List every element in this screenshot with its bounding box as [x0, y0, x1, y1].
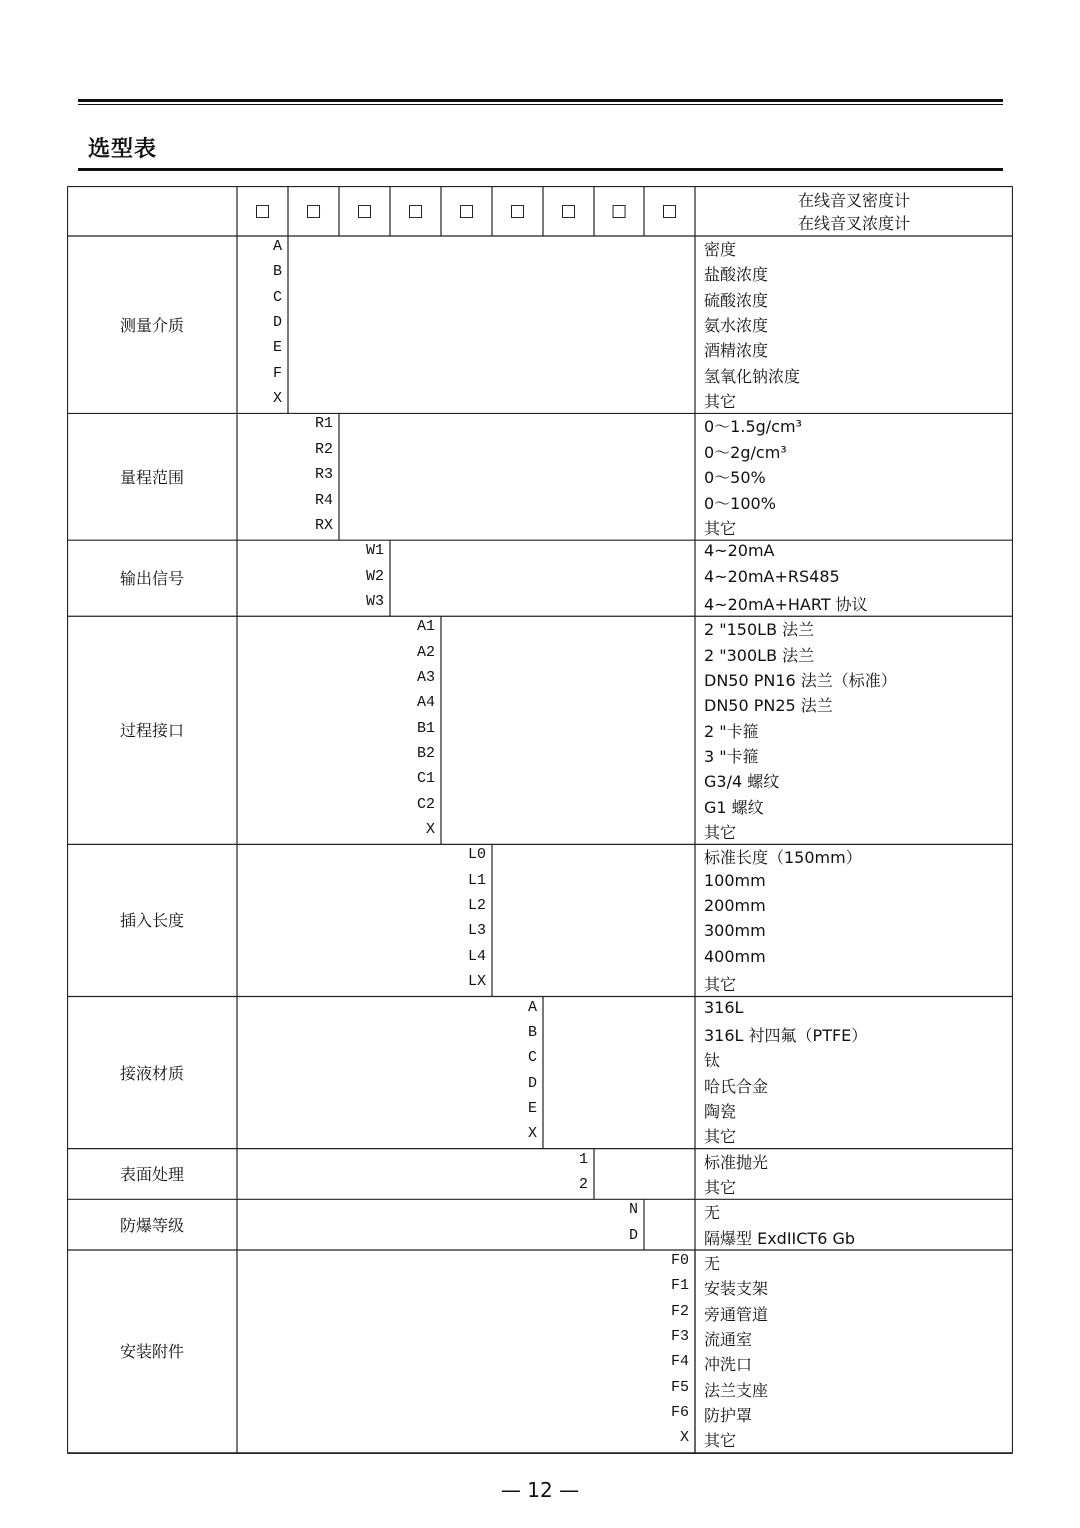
option-description: 标准长度（150mm） — [704, 848, 862, 868]
option-description: 其它 — [704, 1127, 737, 1147]
option-code: L4 — [467, 947, 486, 965]
category-label: 表面处理 — [119, 1164, 184, 1184]
option-code: C — [272, 288, 282, 306]
option-description: 安装支架 — [704, 1279, 769, 1299]
option-description: 其它 — [704, 518, 737, 538]
option-description: DN50 PN16 法兰（标准） — [704, 670, 897, 690]
option-description: 防护罩 — [704, 1406, 753, 1426]
option-code: 2 — [578, 1175, 588, 1193]
option-code: F1 — [670, 1277, 689, 1295]
option-description: 其它 — [704, 1177, 737, 1197]
product-name — [695, 189, 1013, 235]
option-description: 0～2g/cm³ — [704, 442, 787, 462]
title-rule — [78, 168, 1003, 171]
product-line-1: 在线音叉密度计 — [797, 191, 910, 210]
option-code: X — [425, 821, 435, 839]
option-description: 密度 — [704, 240, 737, 259]
option-description: 硫酸浓度 — [704, 290, 769, 310]
option-code: A — [272, 238, 282, 255]
option-description: G1 螺纹 — [704, 797, 764, 817]
option-description: 2 "300LB 法兰 — [704, 645, 815, 665]
option-code: L2 — [467, 897, 486, 915]
option-code: F0 — [670, 1252, 689, 1269]
category-label: 插入长度 — [119, 911, 184, 931]
option-code: X — [679, 1429, 689, 1447]
option-description: 隔爆型 ExdIICT6 Gb — [704, 1228, 856, 1248]
option-code: B2 — [416, 745, 435, 762]
header-rule-thin — [78, 104, 1003, 105]
table-grid — [67, 186, 1013, 1454]
page-title: 选型表 — [88, 137, 158, 162]
option-code: E — [527, 1099, 537, 1117]
option-code: R2 — [314, 440, 333, 458]
code-box-3: □ — [356, 201, 373, 221]
option-description: 氨水浓度 — [704, 316, 769, 336]
code-box-4: □ — [407, 201, 424, 221]
category-label: 安装附件 — [119, 1342, 184, 1362]
option-code: X — [272, 390, 282, 408]
option-description: 标准抛光 — [704, 1152, 769, 1172]
option-description: 无 — [704, 1203, 721, 1223]
option-description: 4~20mA+RS485 — [704, 566, 840, 586]
option-code: C2 — [416, 795, 435, 813]
option-description: 400mm — [704, 946, 766, 966]
option-description: 2 "卡箍 — [704, 721, 759, 741]
option-description: 0～1.5g/cm³ — [704, 417, 802, 437]
code-box-2: □ — [305, 201, 322, 221]
option-code: L3 — [467, 922, 486, 940]
page-number: — 12 — — [500, 1478, 580, 1502]
option-description: 其它 — [704, 392, 737, 412]
option-code: F5 — [670, 1378, 689, 1396]
option-code: R3 — [314, 466, 333, 484]
category-label: 测量介质 — [119, 315, 184, 335]
product-line-2: 在线音叉浓度计 — [797, 214, 910, 233]
option-description: 0～100% — [704, 493, 776, 513]
code-box-1: □ — [254, 201, 271, 221]
option-description: 200mm — [704, 896, 766, 916]
code-box-6: □ — [509, 201, 526, 221]
option-code: A3 — [416, 668, 435, 686]
option-code: N — [628, 1201, 638, 1219]
option-code: W1 — [365, 542, 384, 560]
option-description: 100mm — [704, 870, 766, 890]
option-description: 其它 — [704, 823, 737, 843]
option-description: 氢氧化钠浓度 — [704, 366, 801, 386]
option-description: 流通室 — [704, 1330, 753, 1350]
option-code: D — [527, 1074, 537, 1092]
option-code: R1 — [314, 415, 333, 433]
option-code: E — [272, 339, 282, 357]
category-label: 过程接口 — [119, 721, 184, 741]
option-description: 4~20mA+HART 协议 — [704, 594, 868, 614]
option-description: 其它 — [704, 975, 737, 995]
option-code: F3 — [670, 1328, 689, 1346]
option-description: 300mm — [704, 921, 766, 941]
option-description: 冲洗口 — [704, 1355, 753, 1375]
option-code: F2 — [670, 1302, 689, 1320]
option-description: 旁通管道 — [704, 1304, 769, 1324]
selection-table — [67, 186, 1013, 1454]
option-description: G3/4 螺纹 — [704, 772, 780, 792]
option-description: 陶瓷 — [704, 1101, 737, 1121]
option-code: LX — [467, 973, 486, 991]
option-code: A1 — [416, 618, 435, 636]
option-code: L1 — [467, 871, 486, 889]
option-code: D — [628, 1226, 638, 1244]
option-description: DN50 PN25 法兰 — [704, 696, 833, 716]
code-box-8: □ — [610, 201, 628, 221]
option-code: C — [527, 1049, 537, 1067]
option-code: R4 — [314, 491, 333, 509]
code-box-9: □ — [661, 201, 678, 221]
option-code: B1 — [416, 719, 435, 737]
option-description: 3 "卡箍 — [704, 747, 759, 766]
category-label: 接液材质 — [119, 1063, 184, 1083]
option-code: A — [527, 998, 537, 1016]
option-code: W3 — [365, 592, 384, 610]
option-code: A2 — [416, 643, 435, 661]
option-code: B — [272, 263, 282, 281]
option-description: 316L — [704, 997, 744, 1017]
option-description: 其它 — [704, 1431, 737, 1451]
code-box-5: □ — [458, 201, 475, 221]
option-code: F — [272, 364, 282, 382]
option-description: 哈氏合金 — [704, 1076, 769, 1096]
option-code: W2 — [365, 567, 384, 585]
category-label: 量程范围 — [119, 467, 184, 487]
header-rule-thick — [78, 99, 1003, 102]
option-description: 法兰支座 — [704, 1380, 769, 1400]
option-description: 2 "150LB 法兰 — [704, 620, 815, 640]
option-code: 1 — [578, 1150, 588, 1168]
option-code: L0 — [467, 846, 486, 864]
option-code: A4 — [416, 694, 435, 712]
option-description: 盐酸浓度 — [704, 265, 769, 285]
option-description: 0～50% — [704, 468, 766, 488]
option-description: 4~20mA — [704, 541, 775, 561]
category-label: 防爆等级 — [119, 1215, 184, 1235]
option-description: 酒精浓度 — [704, 341, 769, 361]
option-description: 316L 衬四氟（PTFE） — [704, 1025, 868, 1045]
option-description: 钛 — [704, 1051, 721, 1071]
option-code: D — [272, 314, 282, 332]
option-code: C1 — [416, 770, 435, 788]
option-code: X — [527, 1125, 537, 1143]
code-box-7: □ — [560, 201, 577, 221]
option-code: RX — [314, 516, 333, 534]
option-code: B — [527, 1023, 537, 1041]
option-description: 无 — [704, 1254, 721, 1273]
option-code: F6 — [670, 1404, 689, 1422]
category-label: 输出信号 — [119, 569, 184, 589]
option-code: F4 — [670, 1353, 689, 1371]
